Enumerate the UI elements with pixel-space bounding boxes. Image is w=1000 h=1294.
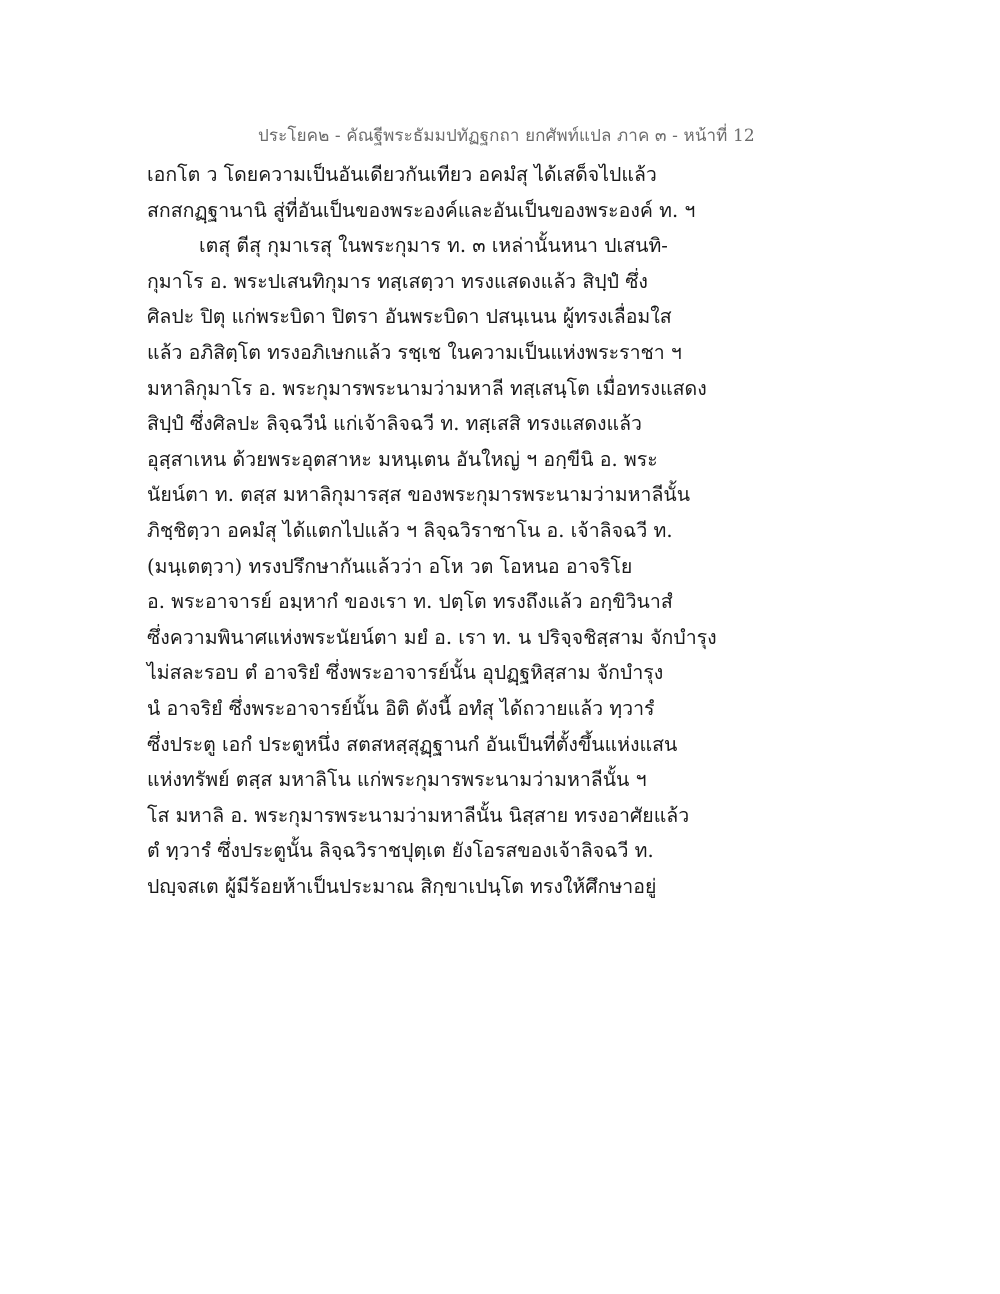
text-line: อ. พระอาจารย์ อมฺหากํ ของเรา ท. ปตฺโต ทรงถึงแล้ว อกฺขิวินาสํ xyxy=(147,590,673,614)
text-line: แห่งทรัพย์ ตสฺส มหาลิโน แก่พระกุมารพระนามว่ามหาลีนั้น ฯ xyxy=(147,768,647,792)
text-line: สกสกฏฺฐานานิ สู่ที่อันเป็นของพระองค์และอันเป็นของพระองค์ ท. ฯ xyxy=(147,198,696,222)
text-line: ไม่สละรอบ ตํ อาจริยํ ซึ่งพระอาจารย์นั้น อุปฏฺฐหิสฺสาม จักบำรุง xyxy=(147,661,664,685)
body-text xyxy=(147,157,857,904)
paragraph-start-line: เตสุ ตีสุ กุมาเรสุ ในพระกุมาร ท. ๓ เหล่านั้นหนา ปเสนทิ- xyxy=(199,234,668,258)
text-line: ตํ ทฺวารํ ซึ่งประตูนั้น ลิจฺฉวิราชปุตฺเต ยังโอรสของเจ้าลิจฉวี ท. xyxy=(147,839,654,863)
text-line: นํ อาจริยํ ซึ่งพระอาจารย์นั้น อิติ ดังนี้ อทํสุ ได้ถวายแล้ว ทฺวารํ xyxy=(147,696,655,720)
text-line: มหาลิกุมาโร อ. พระกุมารพระนามว่ามหาลี ทสฺเสนฺโต เมื่อทรงแสดง xyxy=(147,376,707,400)
text-line: ศิลปะ ปิตุ แก่พระบิดา ปิตรา อันพระบิดา ปสนฺเนน ผู้ทรงเลื่อมใส xyxy=(147,305,672,329)
text-line: ปญฺจสเต ผู้มีร้อยห้าเป็นประมาณ สิกฺขาเปนฺโต ทรงให้ศึกษาอยู่ xyxy=(147,874,657,898)
text-line: เอกโต ว โดยความเป็นอันเดียวกันเทียว อคมํสุ ได้เสด็จไปแล้ว xyxy=(147,163,657,186)
text-line: ซึ่งประตู เอกํ ประตูหนึ่ง สตสหสฺสุฏฺฐานกํ อันเป็นที่ตั้งขึ้นแห่งแสน xyxy=(147,732,678,756)
text-line: อุสฺสาเหน ด้วยพระอุตสาหะ มหนฺเตน อันใหญ่ ฯ อกฺขีนิ อ. พระ xyxy=(147,447,658,471)
text-line: สิปฺปํ ซึ่งศิลปะ ลิจฺฉวีนํ แก่เจ้าลิจฉวี ท. ทสฺเสสิ ทรงแสดงแล้ว xyxy=(147,412,642,436)
text-line: กุมาโร อ. พระปเสนทิกุมาร ทสฺเสตฺวา ทรงแสดงแล้ว สิปฺปํ ซึ่ง xyxy=(147,269,648,293)
text-line: โส มหาลิ อ. พระกุมารพระนามว่ามหาลีนั้น นิสฺสาย ทรงอาศัยแล้ว xyxy=(147,803,690,827)
text-line: ซึ่งความพินาศแห่งพระนัยน์ตา มยํ อ. เรา ท. น ปริจฺจชิสฺสาม จักบำรุง xyxy=(147,625,717,649)
running-header: ประโยค๒ - คัณฐีพระธัมมปทัฏฐกถา ยกศัพท์แปล ภาค ๓ - หน้าที่ 12 xyxy=(258,126,755,146)
text-line: ภิชฺชิตฺวา อคมํสุ ได้แตกไปแล้ว ฯ ลิจฺฉวิราชาโน อ. เจ้าลิจฉวี ท. xyxy=(147,518,673,542)
text-line: (มนฺเตตฺวา) ทรงปรึกษากันแล้วว่า อโห วต โอหนอ อาจริโย xyxy=(147,554,633,578)
text-line: นัยน์ตา ท. ตสฺส มหาลิกุมารสฺส ของพระกุมารพระนามว่ามหาลีนั้น xyxy=(147,483,691,507)
text-line: แล้ว อภิสิตฺโต ทรงอภิเษกแล้ว รชฺเช ในความเป็นแห่งพระราชา ฯ xyxy=(147,340,682,364)
